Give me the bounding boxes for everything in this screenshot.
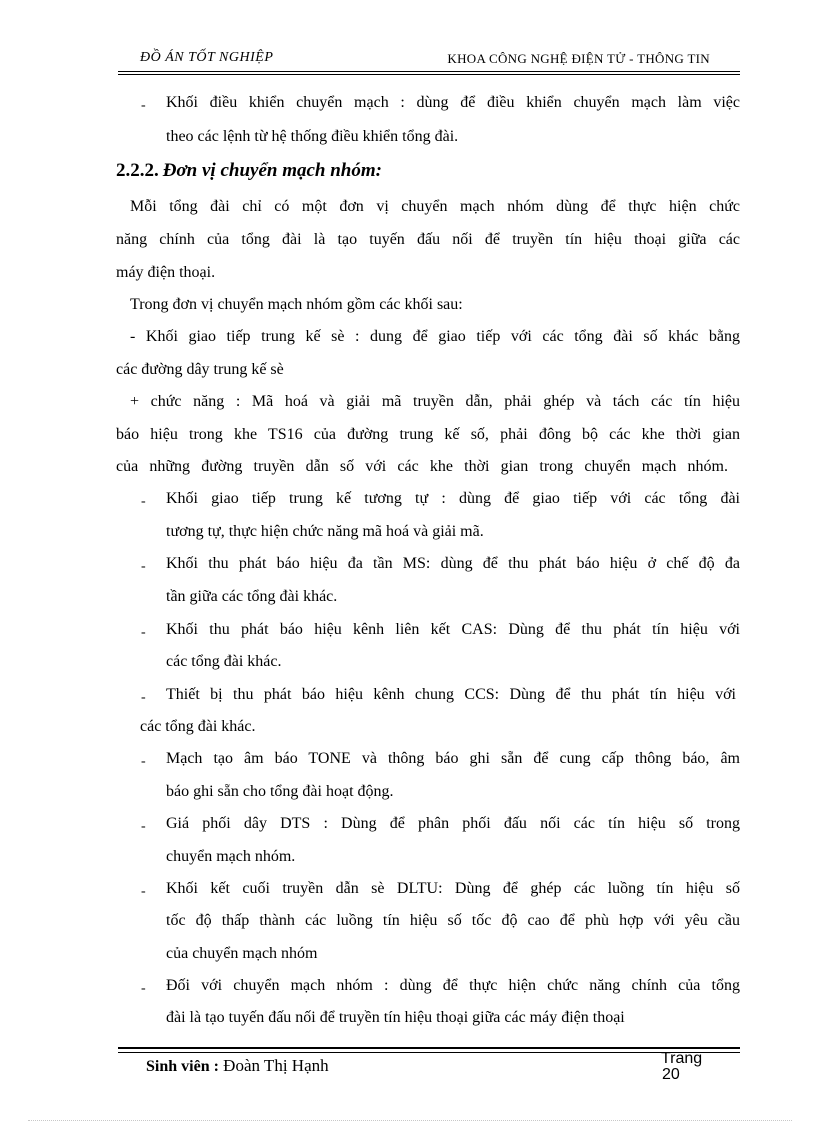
bullet-9-line-2: đài là tạo tuyến đấu nối để truyền tín hiệu thoại giữa các máy điện thoại [166, 1009, 625, 1026]
para-1-line-3: máy điện thoại. [116, 264, 216, 281]
bullet-7-line-1: Giá phối dây DTS : Dùng để phân phối đấu nối các tín hiệu số trong [166, 815, 740, 832]
header-faculty-name: KHOA CÔNG NGHỆ ĐIỆN TỬ - THÔNG TIN [447, 51, 710, 66]
footer-student [146, 1056, 329, 1076]
bullet-4-line-2: các tổng đài khác. [166, 653, 282, 670]
bullet-3-line-2: tần giữa các tổng đài khác. [166, 588, 338, 605]
bullet-1-line-2: theo các lệnh từ hệ thống điều khiển tổng đài. [166, 128, 459, 145]
para-4-line-3: của những đường truyền dẫn số với các khe thời gian trong chuyển mạch nhóm. [116, 458, 728, 475]
bullet-1-line-1: Khối điều khiển chuyển mạch : dùng để điều khiển chuyển mạch làm việc [166, 94, 740, 111]
section-heading [116, 160, 382, 182]
page-number-box [661, 1051, 702, 1083]
bullet-4-line-1: Khối thu phát báo hiệu kênh liên kết CAS: Dùng để thu phát tín hiệu với [166, 621, 740, 638]
bullet-5-line-1: Thiết bị thu phát báo hiệu kênh chung CCS: Dùng để thu phát tín hiệu với [166, 686, 736, 703]
section-title: Đơn vị chuyển mạch nhóm: [162, 160, 382, 181]
page-border-dotted [28, 1120, 792, 1121]
bullet-marker: - [141, 819, 146, 834]
bullet-marker: - [141, 559, 146, 574]
section-number: 2.2.2. [116, 160, 159, 181]
student-label: Sinh viên : [146, 1058, 219, 1075]
page-label: Trang [661, 1050, 703, 1067]
student-name: Đoàn Thị Hạnh [223, 1056, 329, 1075]
para-2: Trong đơn vị chuyển mạch nhóm gồm các khối sau: [130, 296, 463, 313]
bullet-6-line-2: báo ghi sẵn cho tổng đài hoạt động. [166, 783, 394, 800]
bullet-8-line-1: Khối kết cuối truyền dẫn sè DLTU: Dùng để ghép các luồng tín hiệu số [166, 880, 740, 897]
header-thesis-title: ĐỒ ÁN TỐT NGHIỆP [140, 50, 274, 65]
bullet-2-line-2: tương tự, thực hiện chức năng mã hoá và giải mã. [166, 523, 484, 540]
bullet-5-line-2: các tổng đài khác. [140, 718, 256, 735]
bullet-9-line-1: Đối với chuyển mạch nhóm : dùng để thực hiện chức năng chính của tổng [166, 977, 740, 994]
bullet-marker: - [141, 625, 146, 640]
bullet-marker: - [141, 690, 146, 705]
header-rule-bottom [118, 74, 740, 75]
bullet-2-line-1: Khối giao tiếp trung kế tương tự : dùng để giao tiếp với các tổng đài [166, 490, 740, 507]
page-header [118, 48, 740, 70]
header-rule-top [118, 71, 740, 72]
bullet-6-line-1: Mạch tạo âm báo TONE và thông báo ghi sẵn để cung cấp thông báo, âm [166, 750, 740, 767]
bullet-marker: - [141, 981, 146, 996]
page-footer [118, 1046, 740, 1090]
page-number: 20 [662, 1066, 680, 1083]
bullet-7-line-2: chuyển mạch nhóm. [166, 848, 296, 865]
bullet-marker: - [141, 754, 146, 769]
para-3-line-2: các đường dây trung kế sè [116, 361, 284, 378]
para-1-line-1: Mỗi tổng đài chỉ có một đơn vị chuyển mạch nhóm dùng để thực hiện chức [130, 198, 740, 215]
bullet-3-line-1: Khối thu phát báo hiệu đa tần MS: dùng để thu phát báo hiệu ở chế độ đa [166, 555, 740, 572]
para-3-line-1: - Khối giao tiếp trung kế sè : dung để giao tiếp với các tổng đài số khác bằng [130, 328, 740, 345]
para-4-line-1: + chức năng : Mã hoá và giải mã truyền dẫn, phải ghép và tách các tín hiệu [130, 393, 740, 410]
bullet-marker: - [141, 494, 146, 509]
bullet-marker: - [141, 98, 146, 113]
bullet-8-line-3: của chuyển mạch nhóm [166, 945, 318, 962]
para-4-line-2: báo hiệu trong khe TS16 của đường trung kế số, phải đông bộ các khe thời gian [116, 426, 740, 443]
para-1-line-2: năng chính của tổng đài là tạo tuyến đấu nối để truyền tín hiệu thoại giữa các [116, 231, 740, 248]
bullet-8-line-2: tốc độ thấp thành các luồng tín hiệu số tốc độ cao để phù hợp với yêu cầu [166, 912, 740, 929]
bullet-marker: - [141, 884, 146, 899]
